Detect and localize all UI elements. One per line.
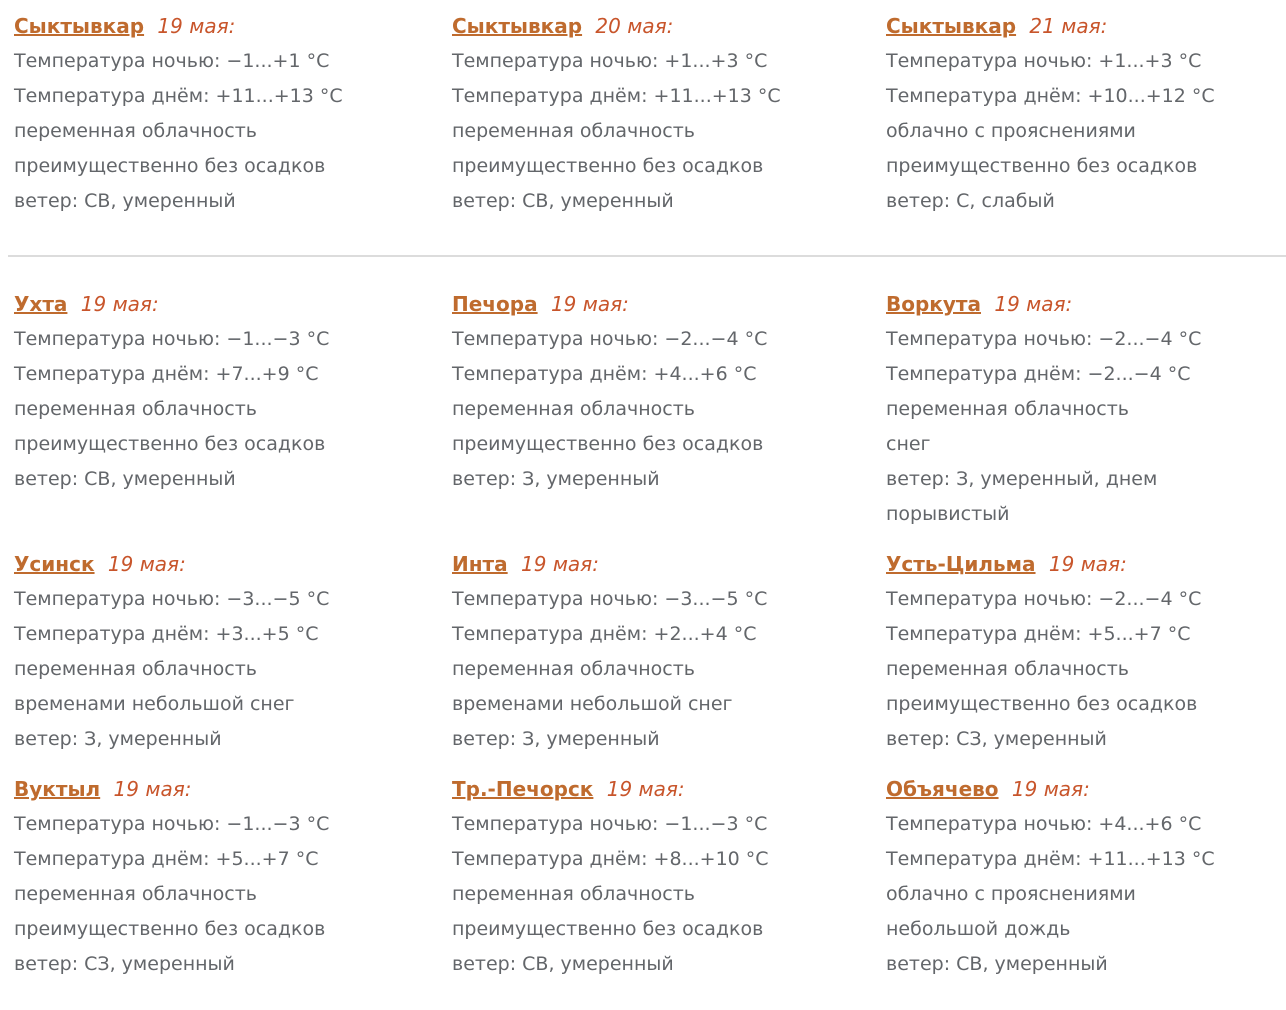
temp-day-line: Температура днём: +2...+4 °С (452, 623, 757, 645)
temp-night-line: Температура ночью: −1...+1 °С (14, 50, 330, 72)
city-link[interactable]: Тр.-Печорск (452, 777, 594, 801)
temp-night-line: Температура ночью: −1...−3 °С (452, 813, 768, 835)
forecast-date: 19 мая: (521, 552, 599, 576)
precipitation-line: преимущественно без осадков (14, 433, 326, 455)
forecast-date: 21 мая: (1029, 14, 1108, 38)
forecast-block (14, 9, 389, 219)
forecast-block (452, 287, 827, 532)
cloudiness-line: переменная облачность (14, 120, 257, 142)
temp-day-line: Температура днём: +8...+10 °С (452, 848, 769, 870)
city-link[interactable]: Вуктыл (14, 777, 101, 801)
forecast-block (452, 772, 827, 982)
syktyvkar-section (14, 9, 1286, 219)
temp-night-line: Температура ночью: −3...−5 °С (452, 588, 768, 610)
city-link[interactable]: Усть-Цильма (886, 552, 1036, 576)
city-link[interactable]: Сыктывкар (886, 14, 1017, 38)
cloudiness-line: облачно с прояснениями (886, 120, 1136, 142)
city-link[interactable]: Печора (452, 292, 538, 316)
precipitation-line: временами небольшой снег (452, 693, 733, 715)
wind-line: ветер: СВ, умеренный (14, 190, 236, 212)
precipitation-line: преимущественно без осадков (452, 433, 764, 455)
block-heading (452, 547, 827, 582)
precipitation-line: преимущественно без осадков (886, 155, 1198, 177)
forecast-block (886, 287, 1261, 532)
cloudiness-line: переменная облачность (886, 398, 1129, 420)
block-heading (14, 547, 389, 582)
temp-day-line: Температура днём: +7...+9 °С (14, 363, 319, 385)
forecast-date: 19 мая: (107, 552, 186, 576)
cloudiness-line: переменная облачность (452, 658, 695, 680)
forecast-block (14, 772, 389, 982)
forecast-date: 19 мая: (157, 14, 236, 38)
precipitation-line: небольшой дождь (886, 918, 1071, 940)
forecast-date: 19 мая: (606, 777, 685, 801)
forecast-block (14, 287, 389, 532)
block-heading (14, 287, 389, 322)
cloudiness-line: облачно с прояснениями (886, 883, 1136, 905)
city-link[interactable]: Инта (452, 552, 508, 576)
wind-line: ветер: З, умеренный, днем порывистый (886, 468, 1158, 525)
temp-night-line: Температура ночью: −1...−3 °С (14, 328, 330, 350)
forecast-block (886, 9, 1261, 219)
temp-day-line: Температура днём: +3...+5 °С (14, 623, 319, 645)
cloudiness-line: переменная облачность (452, 398, 695, 420)
temp-day-line: Температура днём: +11...+13 °С (452, 85, 781, 107)
wind-line: ветер: С, слабый (886, 190, 1055, 212)
cloudiness-line: переменная облачность (452, 883, 695, 905)
forecast-date: 19 мая: (550, 292, 629, 316)
forecast-date: 19 мая: (994, 292, 1073, 316)
block-heading (14, 772, 389, 807)
forecast-date: 19 мая: (80, 292, 159, 316)
precipitation-line: преимущественно без осадков (14, 155, 326, 177)
wind-line: ветер: СВ, умеренный (452, 953, 674, 975)
temp-day-line: Температура днём: +5...+7 °С (886, 623, 1191, 645)
wind-line: ветер: З, умеренный (452, 468, 660, 490)
forecast-date: 20 мая: (595, 14, 674, 38)
temp-night-line: Температура ночью: −2...−4 °С (886, 328, 1202, 350)
block-heading (452, 9, 827, 44)
block-heading (886, 547, 1261, 582)
temp-day-line: Температура днём: +5...+7 °С (14, 848, 319, 870)
wind-line: ветер: СВ, умеренный (886, 953, 1108, 975)
forecast-block (452, 9, 827, 219)
temp-day-line: Температура днём: +11...+13 °С (14, 85, 343, 107)
city-link[interactable]: Воркута (886, 292, 981, 316)
temp-night-line: Температура ночью: −1...−3 °С (14, 813, 330, 835)
cloudiness-line: переменная облачность (452, 120, 695, 142)
temp-day-line: Температура днём: +10...+12 °С (886, 85, 1215, 107)
precipitation-line: временами небольшой снег (14, 693, 295, 715)
forecast-date: 19 мая: (1011, 777, 1090, 801)
wind-line: ветер: СВ, умеренный (14, 468, 236, 490)
precipitation-line: преимущественно без осадков (452, 155, 764, 177)
block-heading (14, 9, 389, 44)
precipitation-line: снег (886, 433, 931, 455)
temp-day-line: Температура днём: +11...+13 °С (886, 848, 1215, 870)
forecast-date: 19 мая: (1048, 552, 1127, 576)
wind-line: ветер: СВ, умеренный (452, 190, 674, 212)
temp-night-line: Температура ночью: −3...−5 °С (14, 588, 330, 610)
cloudiness-line: переменная облачность (14, 883, 257, 905)
forecast-block (14, 547, 389, 757)
precipitation-line: преимущественно без осадков (14, 918, 326, 940)
forecast-block (452, 547, 827, 757)
cities-section (14, 287, 1286, 982)
temp-night-line: Температура ночью: +1...+3 °С (452, 50, 768, 72)
cloudiness-line: переменная облачность (14, 658, 257, 680)
forecast-block (886, 547, 1261, 757)
cloudiness-line: переменная облачность (886, 658, 1129, 680)
temp-night-line: Температура ночью: +1...+3 °С (886, 50, 1202, 72)
forecast-date: 19 мая: (113, 777, 192, 801)
block-heading (886, 772, 1261, 807)
city-link[interactable]: Сыктывкар (14, 14, 145, 38)
temp-night-line: Температура ночью: −2...−4 °С (452, 328, 768, 350)
wind-line: ветер: З, умеренный (14, 728, 222, 750)
temp-night-line: Температура ночью: +4...+6 °С (886, 813, 1202, 835)
city-link[interactable]: Сыктывкар (452, 14, 583, 38)
wind-line: ветер: СЗ, умеренный (14, 953, 235, 975)
temp-day-line: Температура днём: −2...−4 °С (886, 363, 1191, 385)
wind-line: ветер: СЗ, умеренный (886, 728, 1107, 750)
block-heading (452, 772, 827, 807)
city-link[interactable]: Объячево (886, 777, 999, 801)
block-heading (452, 287, 827, 322)
cloudiness-line: переменная облачность (14, 398, 257, 420)
section-divider (8, 255, 1286, 257)
forecast-block (886, 772, 1261, 982)
precipitation-line: преимущественно без осадков (886, 693, 1198, 715)
block-heading (886, 287, 1261, 322)
temp-night-line: Температура ночью: −2...−4 °С (886, 588, 1202, 610)
block-heading (886, 9, 1261, 44)
temp-day-line: Температура днём: +4...+6 °С (452, 363, 757, 385)
wind-line: ветер: З, умеренный (452, 728, 660, 750)
city-link[interactable]: Усинск (14, 552, 95, 576)
city-link[interactable]: Ухта (14, 292, 68, 316)
precipitation-line: преимущественно без осадков (452, 918, 764, 940)
